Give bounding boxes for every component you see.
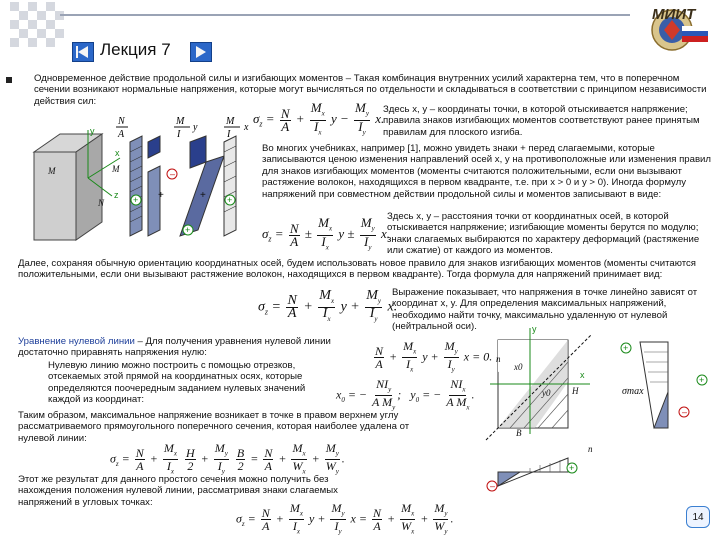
svg-text:N: N: [118, 116, 125, 127]
svg-text:M: M: [176, 116, 185, 127]
svg-text:+: +: [227, 195, 233, 205]
corner-stress-formula: $\sigma_z$ = $\frac{N}{A}$ + $\frac{M_x}{I_x}$ y + $\frac{M_y}{I_y}$ x = $\frac{N}{A}$ + $\frac{M_x}{W_x}$ + $\frac{M_y}{W_y}$ .: [236, 501, 454, 536]
svg-text:+: +: [158, 190, 164, 201]
triangle-left-icon: [76, 46, 90, 58]
svg-text:+: +: [133, 195, 139, 205]
svg-text:–: –: [170, 169, 176, 179]
neutral-line-heading: Уравнение нулевой линии: [18, 336, 135, 347]
max-stress-formula: $\sigma_z$ = $\frac{N}{A}$ + $\frac{M_x}{I_x}$ $\frac{H}{2}$ + $\frac{M_y}{I_y}$ $\frac{B}{2}$ = $\frac{N}{A}$ + $\frac{M_x}{W_x}$ + $\frac{M_y}{W_y}$ .: [110, 441, 345, 476]
stress-formula-general: $\sigma_z$ = $\frac{N}{A}$ + $\frac{M_x}{I_x}$ y − $\frac{M_y}{I_y}$ x.: [253, 100, 385, 137]
intro-paragraph: Одновременное действие продольной силы и изгибающих моментов – Такая комбинация внутренних усилий характерна тем, что в поперечном сечении возникают нормальные напряжения, которые могут вычисляться по отдельности и складываться в соответствии с принципом независимости действия сил:: [34, 73, 707, 107]
svg-text:M: M: [226, 116, 235, 127]
svg-text:x: x: [244, 122, 249, 133]
stress-formula-new-rule: $\sigma_z$ = $\frac{N}{A}$ + $\frac{M_x}{I_x}$ y + $\frac{M_y}{I_y}$ x.: [258, 288, 398, 323]
svg-text:+: +: [569, 463, 575, 473]
neutral-line-body: – Для получения уравнения нулевой линии достаточно приравнять напряжения нулю:: [18, 336, 331, 359]
svg-text:n: n: [496, 354, 501, 364]
svg-text:–: –: [682, 407, 688, 417]
svg-text:I: I: [227, 129, 231, 140]
next-button[interactable]: [190, 42, 212, 62]
svg-text:B: B: [516, 428, 522, 438]
svg-text:M: M: [112, 164, 120, 174]
svg-text:x: x: [115, 148, 120, 158]
neutral-line-equation: $\frac{N}{A}$ + $\frac{M_x}{I_x}$ y + $\frac{M_y}{I_y}$ x = 0.: [375, 339, 493, 374]
page-number: 14: [692, 511, 704, 523]
neutral-line-paragraph: [18, 336, 358, 359]
note-distance: Здесь x, y – расстояния точки от координатных осей, в которой отыскивается напряжение; изгибающие моменты берутся по модулю; знаки слагаемых выбираются по характеру деформаций (растяжение или сжатие) от каждого из моментов.: [387, 211, 700, 257]
svg-text:x0: x0: [514, 362, 523, 372]
svg-text:y: y: [193, 122, 198, 133]
triangle-right-icon: [194, 46, 208, 58]
svg-text:H: H: [572, 386, 579, 396]
linear-paragraph: Выражение показывает, что напряжения в точке линейно зависят от координат x, y. Для определения максимальных напряжений, необходимо найти точку, максимально удаленную от нулевой (нейтральной оси).: [392, 287, 698, 333]
decorative-checker-pattern: [10, 2, 64, 56]
svg-text:M: M: [48, 166, 56, 176]
intercept-formulas: $x_0$ = − $\frac{NI_y}{A M_y}$ ; $y_0$ = − $\frac{NI_x}{A M_x}$ .: [336, 377, 475, 412]
textbooks-paragraph: Во многих учебниках, например [1], можно увидеть знаки + перед слагаемыми, которые записываются ценою изменения направлений осей x, y на противоположные или изменения правил для знаков изгибающих моментов (моменты считаются положительными, если они вызывают растяжение волокон, находящихся в первом квадранте, т.е. при x > 0 и y > 0). Иногда формулу напряжений при совместном действии продольной силы и моментов записывают в виде:: [262, 143, 712, 200]
svg-text:+: +: [623, 343, 629, 353]
cross-section-stress-diagram: [480, 322, 720, 522]
svg-text:z: z: [114, 190, 119, 200]
square-bullet-icon: [6, 77, 12, 83]
svg-text:+: +: [200, 190, 206, 201]
logo-text: МИИТ: [652, 6, 696, 23]
beam-section-diagram: [30, 112, 270, 242]
svg-text:A: A: [118, 129, 125, 140]
svg-text:σmax: σmax: [622, 386, 644, 397]
neutral-build-paragraph: Нулевую линию можно построить с помощью отрезков, отсекаемых этой прямой на координатных осях, которые определяются поочередным заданием нулевых значений каждой из координат:: [48, 360, 306, 406]
page-title: Лекция 7: [100, 40, 171, 59]
simple-section-paragraph: Этот же результат для данного простого сечения можно получить без нахождения положения нулевой линии, рассматривая знаки слагаемых напряжений в угловых точках:: [18, 474, 338, 508]
header-rule: [60, 14, 630, 16]
svg-text:N: N: [98, 198, 105, 208]
svg-text:x: x: [580, 370, 585, 380]
further-paragraph: Далее, сохраняя обычную ориентацию координатных осей, будем использовать новое правило для знаков изгибающих моментов (моменты считаются положительными, если они вызывают растяжение волокон, находящихся в первом квадранте). Тогда формула для напряжений принимает вид:: [18, 258, 696, 281]
svg-text:y: y: [532, 324, 537, 334]
note-xy: Здесь x, y – координаты точки, в которой отыскивается напряжение; правила знаков изгибающих моментов соответствуют ранее принятым правилам для плоского изгиба.: [383, 104, 700, 138]
max-stress-paragraph: Таким образом, максимальное напряжение возникает в точке в правом верхнем углу рассматриваемого прямоугольного поперечного сечения, которая наиболее удалена от нулевой линии:: [18, 410, 410, 444]
prev-button[interactable]: [72, 42, 94, 62]
svg-text:y: y: [90, 126, 95, 136]
svg-text:n: n: [588, 444, 593, 454]
svg-text:I: I: [177, 129, 181, 140]
stress-formula-modulus: $\sigma_z$ = $\frac{N}{A}$ ± $\frac{M_x}{I_x}$ y ± $\frac{M_y}{I_y}$ x.: [262, 215, 390, 252]
svg-text:+: +: [699, 375, 705, 385]
svg-text:–: –: [490, 481, 496, 491]
svg-text:y0: y0: [542, 388, 551, 398]
page-number-badge: [686, 506, 710, 528]
svg-text:+: +: [185, 225, 191, 235]
